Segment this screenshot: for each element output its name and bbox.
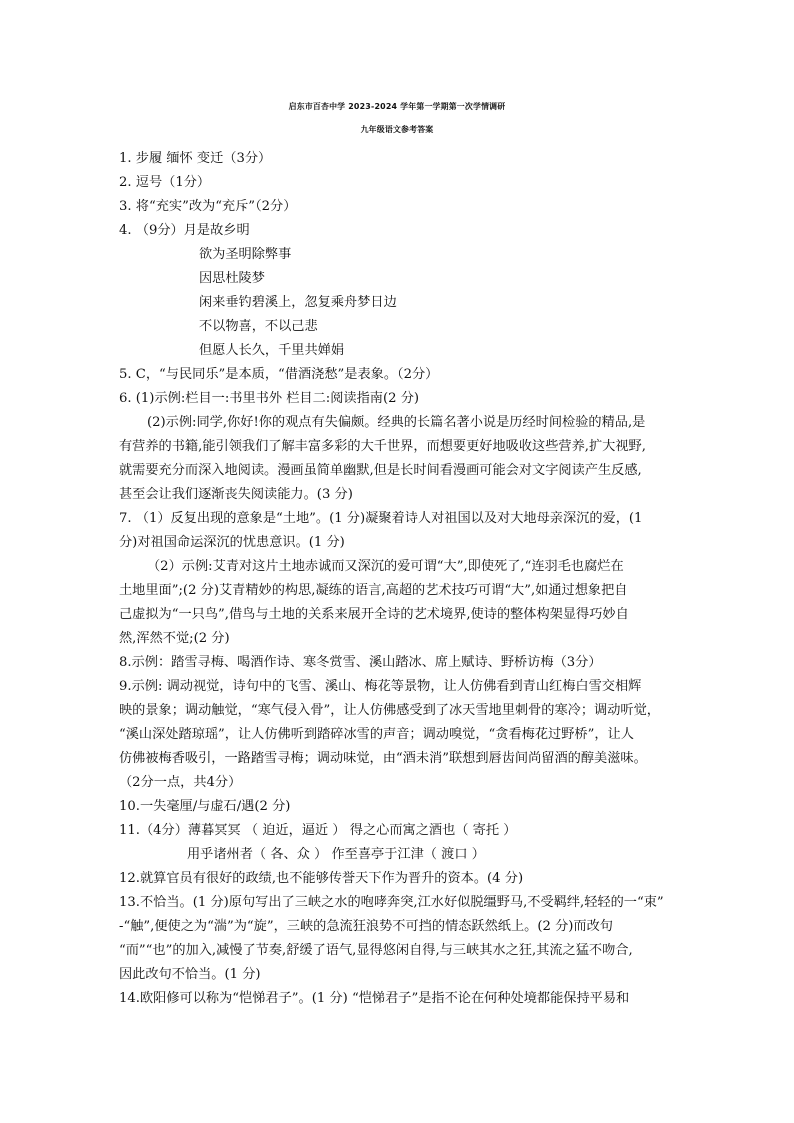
- answer-line: （2）示例:艾青对这片土地赤诚而又深沉的爱可谓“大”,即使死了,“连羽毛也腐烂在: [147, 559, 624, 574]
- answer-line: 12.就算官员有很好的政绩,也不能够传誉天下作为晋升的资本。(4 分): [119, 871, 524, 886]
- answer-line: 己虚拟为“一只鸟”,借鸟与土地的关系来展开全诗的艺术境界,使诗的整体构架显得巧妙自: [119, 607, 629, 622]
- poem-line: 因思杜陵梦: [199, 271, 265, 286]
- answer-line: 9.示例: 调动视觉，诗句中的飞雪、溪山、梅花等景物，让人仿佛看到青山红梅白雪交相辉: [119, 679, 642, 694]
- answer-line: （2分一点，共4分）: [119, 775, 242, 790]
- answer-line: 10.一失毫厘/与虚石/遇(2 分): [119, 799, 291, 814]
- answer-line: 土地里面”;(2 分)艾青精妙的构思,凝练的语言,高超的艺术技巧可谓“大”,如通过想象把自: [119, 583, 628, 598]
- answer-line: 14.欧阳修可以称为“恺悌君子”。(1 分) “恺悌君子”是指不论在何种处境都能保持平易和: [119, 991, 630, 1006]
- answer-line: 6. (1)示例:栏目一:书里书外 栏目二:阅读指南(2 分): [119, 391, 420, 406]
- answer-line: -“触”,便使之为“湍”为“旋”，三峡的急流狂浪势不可挡的情态跃然纸上。(2 分)而改句: [119, 919, 613, 934]
- poem-line: 但愿人长久，千里共婵娟: [199, 343, 345, 358]
- answer-line: 4. （9分）月是故乡明: [119, 223, 250, 238]
- answer-line: 然,浑然不觉;(2 分): [119, 631, 230, 646]
- answer-line: 因此改句不恰当。(1 分): [119, 967, 261, 982]
- doc-subtitle: 九年级语文参考答案: [360, 125, 434, 134]
- answer-line: 有营养的书籍,能引领我们了解丰富多彩的大千世界，而想要更好地吸收这些营养,扩大视野,: [119, 439, 646, 454]
- poem-line: 闲来垂钓碧溪上，忽复乘舟梦日边: [199, 295, 397, 310]
- answer-line: 2. 逗号（1分）: [119, 175, 211, 190]
- answer-line: 用乎诸州者（ 各、众 ） 作至喜亭于江津（ 渡口 ）: [187, 847, 485, 862]
- doc-title: 启东市百杏中学 2023-2024 学年第一学期第一次学情调研: [288, 102, 506, 111]
- answer-line: 7. （1）反复出现的意象是“土地”。(1 分)凝聚着诗人对祖国以及对大地母亲深沉的爱，(1: [119, 511, 643, 526]
- answer-line: 仿佛被梅香吸引，一路踏雪寻梅；调动味觉，由“酒未消”联想到唇齿间尚留酒的醇美滋味。: [119, 751, 647, 766]
- answer-line: 就需要充分而深入地阅读。漫画虽简单幽默,但是长时间看漫画可能会对文字阅读产生反感,: [119, 463, 642, 478]
- answer-line: 分)对祖国命运深沉的忧患意识。(1 分): [119, 535, 345, 550]
- answer-line: “溪山深处踏琼瑶”，让人仿佛听到踏碎冰雪的声音；调动嗅觉，“贪看梅花过野桥”，让人: [119, 727, 634, 742]
- poem-line: 不以物喜，不以己悲: [199, 319, 318, 334]
- answer-line: 甚至会让我们逐渐丧失阅读能力。(3 分): [119, 487, 353, 502]
- answer-line: (2)示例:同学,你好!你的观点有失偏颇。经典的长篇名著小说是历经时间检验的精品,是: [147, 415, 646, 430]
- answer-line: “而”“也”的加入,减慢了节奏,舒缓了语气,显得悠闲自得,与三峡其水之狂,其流之猛不吻合,: [119, 943, 633, 958]
- answer-line: 5. C，“与民同乐”是本质，“借酒浇愁”是表象。（2分）: [119, 367, 439, 382]
- answer-line: 8.示例：踏雪寻梅、喝酒作诗、寒冬赏雪、溪山踏冰、席上赋诗、野桥访梅（3分）: [119, 655, 602, 670]
- answer-line: 13.不恰当。(1 分)原句写出了三峡之水的咆哮奔突,江水好似脱缰野马,不受羁绊,轻轻的一“束”: [119, 895, 664, 910]
- poem-line: 欲为圣明除弊事: [199, 247, 292, 262]
- answer-line: 映的景象；调动触觉，“寒气侵入骨”，让人仿佛感受到了冰天雪地里刺骨的寒冷；调动听觉，: [119, 703, 660, 718]
- answer-line: 3. 将“充实”改为“充斥”（2分）: [119, 199, 297, 214]
- answer-line: 1. 步履 缅怀 变迁（3分）: [119, 151, 272, 166]
- answer-line: 11.（4分）薄暮冥冥 （ 迫近，逼近 ） 得之心而寓之酒也（ 寄托 ）: [119, 823, 517, 838]
